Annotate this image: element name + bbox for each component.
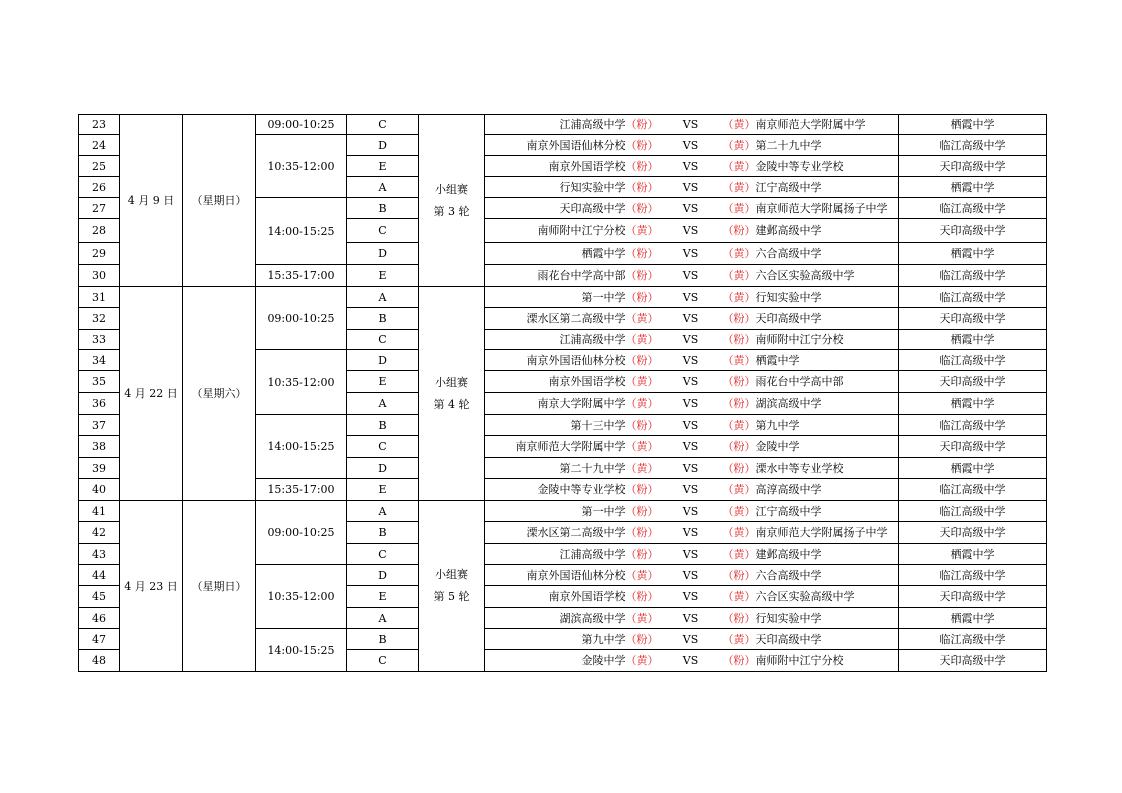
- vs-label: VS: [663, 330, 719, 350]
- vs-label: VS: [663, 544, 719, 565]
- group-letter: D: [347, 458, 419, 479]
- vs-label: VS: [663, 586, 719, 608]
- venue: 栖霞中学: [899, 608, 1047, 629]
- away-team-cell: [719, 135, 899, 156]
- vs-label: VS: [663, 415, 719, 436]
- vs-label: VS: [663, 115, 719, 135]
- match-number: 26: [79, 177, 120, 198]
- venue: 天印高级中学: [899, 436, 1047, 458]
- home-jersey-color: （黄）: [625, 375, 659, 388]
- venue: 天印高级中学: [899, 308, 1047, 330]
- match-number: 36: [79, 393, 120, 415]
- away-team-name: 行知实验中学: [755, 290, 822, 304]
- away-jersey-color: （粉）: [722, 654, 756, 667]
- match-number: 28: [79, 219, 120, 243]
- group-letter: A: [347, 287, 419, 308]
- home-team-name: 南京大学附属中学: [537, 397, 626, 410]
- match-weekday: （星期日）: [183, 115, 256, 287]
- home-team-cell: [485, 393, 663, 415]
- home-team-name: 江浦高级中学: [559, 333, 626, 346]
- away-team-cell: [719, 371, 899, 393]
- away-team-name: 雨花台中学高中部: [755, 375, 844, 388]
- vs-label: VS: [663, 393, 719, 415]
- venue: 临江高级中学: [899, 198, 1047, 219]
- away-jersey-color: （黄）: [722, 353, 756, 367]
- away-team-cell: [719, 265, 899, 287]
- away-team-cell: [719, 479, 899, 501]
- home-team-cell: [485, 415, 663, 436]
- home-jersey-color: （粉）: [625, 247, 659, 260]
- group-letter: C: [347, 544, 419, 565]
- away-jersey-color: （黄）: [722, 418, 756, 432]
- away-team-cell: [719, 415, 899, 436]
- home-jersey-color: （黄）: [625, 224, 659, 237]
- home-jersey-color: （粉）: [625, 526, 659, 539]
- match-number: 48: [79, 650, 120, 672]
- match-number: 37: [79, 415, 120, 436]
- match-date: 4 月 9 日: [120, 115, 183, 287]
- time-slot: 15:35-17:00: [256, 479, 347, 501]
- away-team-name: 第二十九中学: [755, 138, 822, 152]
- home-jersey-color: （粉）: [625, 201, 659, 215]
- match-date: 4 月 23 日: [120, 501, 183, 672]
- home-team-cell: [485, 371, 663, 393]
- vs-label: VS: [663, 308, 719, 330]
- group-letter: A: [347, 608, 419, 629]
- match-number: 44: [79, 565, 120, 586]
- away-team-cell: [719, 522, 899, 544]
- away-jersey-color: （黄）: [722, 201, 756, 215]
- away-team-name: 栖霞中学: [755, 353, 800, 367]
- home-jersey-color: （黄）: [625, 611, 659, 625]
- home-team-cell: [485, 135, 663, 156]
- venue: 临江高级中学: [899, 479, 1047, 501]
- match-number: 41: [79, 501, 120, 522]
- away-team-name: 建邺高级中学: [755, 547, 822, 561]
- home-team-cell: [485, 586, 663, 608]
- home-team-name: 南京外国语仙林分校: [526, 138, 626, 152]
- group-letter: B: [347, 415, 419, 436]
- vs-label: VS: [663, 198, 719, 219]
- home-team-name: 金陵中等专业学校: [537, 483, 626, 496]
- home-team-cell: [485, 330, 663, 350]
- group-letter: B: [347, 629, 419, 650]
- match-number: 24: [79, 135, 120, 156]
- home-team-cell: [485, 156, 663, 177]
- home-jersey-color: （粉）: [625, 547, 659, 561]
- vs-label: VS: [663, 243, 719, 265]
- home-jersey-color: （粉）: [625, 290, 659, 304]
- home-team-cell: [485, 565, 663, 586]
- away-jersey-color: （黄）: [722, 269, 756, 282]
- schedule-body: [79, 115, 1047, 672]
- vs-label: VS: [663, 436, 719, 458]
- away-team-name: 南京师范大学附属中学: [755, 118, 866, 131]
- away-team-cell: [719, 243, 899, 265]
- match-number: 29: [79, 243, 120, 265]
- group-letter: A: [347, 177, 419, 198]
- venue: 临江高级中学: [899, 287, 1047, 308]
- venue: 临江高级中学: [899, 565, 1047, 586]
- away-team-cell: [719, 608, 899, 629]
- home-team-name: 南京外国语学校: [548, 590, 626, 603]
- time-slot: 09:00-10:25: [256, 115, 347, 135]
- vs-label: VS: [663, 458, 719, 479]
- home-jersey-color: （粉）: [625, 632, 659, 646]
- home-team-cell: [485, 243, 663, 265]
- home-jersey-color: （粉）: [625, 353, 659, 367]
- match-number: 42: [79, 522, 120, 544]
- home-team-cell: [485, 219, 663, 243]
- time-slot: 10:35-12:00: [256, 350, 347, 415]
- time-slot: 10:35-12:00: [256, 135, 347, 198]
- away-jersey-color: （黄）: [722, 504, 756, 518]
- home-team-name: 南京外国语学校: [548, 159, 626, 173]
- home-team-name: 江浦高级中学: [559, 118, 626, 131]
- group-letter: B: [347, 522, 419, 544]
- away-team-cell: [719, 436, 899, 458]
- venue: 栖霞中学: [899, 544, 1047, 565]
- home-team-cell: [485, 479, 663, 501]
- home-team-name: 南京师范大学附属中学: [515, 440, 626, 453]
- match-weekday: （星期六）: [183, 287, 256, 501]
- away-team-name: 南京师范大学附属扬子中学: [755, 201, 888, 215]
- group-letter: E: [347, 371, 419, 393]
- home-team-name: 湖滨高级中学: [559, 611, 626, 625]
- away-team-cell: [719, 219, 899, 243]
- home-jersey-color: （粉）: [625, 504, 659, 518]
- group-letter: D: [347, 243, 419, 265]
- match-weekday: （星期日）: [183, 501, 256, 672]
- away-team-cell: [719, 650, 899, 672]
- round-name: 第 3 轮: [433, 204, 470, 218]
- home-team-name: 第十三中学: [570, 418, 626, 432]
- home-team-cell: [485, 501, 663, 522]
- away-team-cell: [719, 629, 899, 650]
- venue: 栖霞中学: [899, 177, 1047, 198]
- table-row: [79, 501, 1047, 522]
- time-slot: 09:00-10:25: [256, 501, 347, 565]
- match-number: 32: [79, 308, 120, 330]
- away-jersey-color: （粉）: [722, 312, 756, 325]
- vs-label: VS: [663, 287, 719, 308]
- away-team-cell: [719, 156, 899, 177]
- round-name: 第 5 轮: [433, 590, 470, 603]
- away-team-cell: [719, 330, 899, 350]
- venue: 临江高级中学: [899, 415, 1047, 436]
- match-number: 43: [79, 544, 120, 565]
- home-team-name: 金陵中学: [581, 654, 626, 667]
- home-team-name: 南京外国语仙林分校: [526, 353, 626, 367]
- away-jersey-color: （黄）: [722, 118, 756, 131]
- time-slot: 15:35-17:00: [256, 265, 347, 287]
- away-team-name: 六合高级中学: [755, 568, 822, 582]
- vs-label: VS: [663, 479, 719, 501]
- home-jersey-color: （粉）: [625, 269, 659, 282]
- venue: 天印高级中学: [899, 156, 1047, 177]
- home-team-cell: [485, 608, 663, 629]
- away-team-name: 南京师范大学附属扬子中学: [755, 526, 888, 539]
- away-team-name: 第九中学: [755, 418, 800, 432]
- away-jersey-color: （黄）: [722, 290, 756, 304]
- away-team-name: 金陵中学: [755, 440, 800, 453]
- home-jersey-color: （粉）: [625, 590, 659, 603]
- home-team-cell: [485, 265, 663, 287]
- match-number: 40: [79, 479, 120, 501]
- match-schedule-table: [78, 114, 1047, 672]
- away-team-name: 金陵中等专业学校: [755, 159, 844, 173]
- home-jersey-color: （粉）: [625, 180, 659, 194]
- match-number: 33: [79, 330, 120, 350]
- home-team-name: 第九中学: [581, 632, 626, 646]
- away-team-name: 湖滨高级中学: [755, 397, 822, 410]
- match-number: 39: [79, 458, 120, 479]
- group-letter: E: [347, 586, 419, 608]
- venue: 栖霞中学: [899, 458, 1047, 479]
- table-row: [79, 287, 1047, 308]
- match-number: 45: [79, 586, 120, 608]
- group-letter: C: [347, 436, 419, 458]
- away-team-cell: [719, 544, 899, 565]
- group-letter: C: [347, 219, 419, 243]
- away-team-name: 天印高级中学: [755, 312, 822, 325]
- home-team-cell: [485, 177, 663, 198]
- venue: 临江高级中学: [899, 629, 1047, 650]
- away-team-cell: [719, 115, 899, 135]
- away-jersey-color: （黄）: [722, 159, 756, 173]
- vs-label: VS: [663, 501, 719, 522]
- away-jersey-color: （粉）: [722, 375, 756, 388]
- away-jersey-color: （粉）: [722, 440, 756, 453]
- round-name: 第 4 轮: [433, 397, 470, 411]
- home-team-name: 江浦高级中学: [559, 547, 626, 561]
- time-slot: 10:35-12:00: [256, 565, 347, 629]
- group-letter: A: [347, 393, 419, 415]
- away-team-cell: [719, 350, 899, 371]
- home-team-name: 第二十九中学: [559, 461, 626, 475]
- away-jersey-color: （黄）: [722, 632, 756, 646]
- home-team-cell: [485, 458, 663, 479]
- group-letter: D: [347, 135, 419, 156]
- home-team-cell: [485, 629, 663, 650]
- venue: 天印高级中学: [899, 586, 1047, 608]
- time-slot: 14:00-15:25: [256, 415, 347, 479]
- vs-label: VS: [663, 135, 719, 156]
- group-letter: E: [347, 479, 419, 501]
- away-jersey-color: （粉）: [722, 224, 756, 237]
- away-team-cell: [719, 287, 899, 308]
- away-team-cell: [719, 393, 899, 415]
- group-letter: B: [347, 198, 419, 219]
- away-team-cell: [719, 501, 899, 522]
- away-team-name: 高淳高级中学: [755, 483, 822, 496]
- vs-label: VS: [663, 650, 719, 672]
- home-team-cell: [485, 522, 663, 544]
- away-team-name: 建邺高级中学: [755, 224, 822, 237]
- away-team-name: 六合区实验高级中学: [755, 269, 855, 282]
- away-jersey-color: （粉）: [722, 461, 756, 475]
- venue: 天印高级中学: [899, 219, 1047, 243]
- vs-label: VS: [663, 608, 719, 629]
- away-team-cell: [719, 177, 899, 198]
- venue: 天印高级中学: [899, 650, 1047, 672]
- match-number: 31: [79, 287, 120, 308]
- away-jersey-color: （粉）: [722, 333, 756, 346]
- away-jersey-color: （黄）: [722, 483, 756, 496]
- group-letter: D: [347, 565, 419, 586]
- home-team-name: 第一中学: [581, 290, 626, 304]
- away-team-name: 六合区实验高级中学: [755, 590, 855, 603]
- venue: 天印高级中学: [899, 522, 1047, 544]
- group-letter: C: [347, 115, 419, 135]
- home-team-cell: [485, 287, 663, 308]
- vs-label: VS: [663, 522, 719, 544]
- vs-label: VS: [663, 350, 719, 371]
- match-number: 38: [79, 436, 120, 458]
- away-jersey-color: （黄）: [722, 547, 756, 561]
- venue: 栖霞中学: [899, 393, 1047, 415]
- away-team-cell: [719, 458, 899, 479]
- stage-name: 小组赛: [435, 375, 468, 389]
- stage-name: 小组赛: [435, 568, 468, 581]
- group-letter: D: [347, 350, 419, 371]
- home-team-name: 雨花台中学高中部: [537, 269, 626, 282]
- venue: 临江高级中学: [899, 350, 1047, 371]
- group-letter: E: [347, 156, 419, 177]
- home-team-cell: [485, 650, 663, 672]
- match-number: 27: [79, 198, 120, 219]
- vs-label: VS: [663, 265, 719, 287]
- away-team-name: 行知实验中学: [755, 611, 822, 625]
- stage-round: [419, 287, 485, 501]
- group-letter: C: [347, 650, 419, 672]
- away-team-cell: [719, 198, 899, 219]
- time-slot: 14:00-15:25: [256, 629, 347, 672]
- home-team-cell: [485, 350, 663, 371]
- home-jersey-color: （黄）: [625, 461, 659, 475]
- home-team-cell: [485, 198, 663, 219]
- away-jersey-color: （黄）: [722, 138, 756, 152]
- away-team-cell: [719, 565, 899, 586]
- home-team-name: 天印高级中学: [559, 201, 626, 215]
- venue: 临江高级中学: [899, 135, 1047, 156]
- away-jersey-color: （黄）: [722, 180, 756, 194]
- home-team-name: 第一中学: [581, 504, 626, 518]
- match-number: 46: [79, 608, 120, 629]
- match-number: 25: [79, 156, 120, 177]
- match-date: 4 月 22 日: [120, 287, 183, 501]
- home-team-name: 溧水区第二高级中学: [526, 312, 626, 325]
- away-team-name: 溧水中等专业学校: [755, 461, 844, 475]
- group-letter: C: [347, 330, 419, 350]
- away-team-name: 南师附中江宁分校: [755, 333, 844, 346]
- match-number: 35: [79, 371, 120, 393]
- venue: 栖霞中学: [899, 115, 1047, 135]
- away-team-cell: [719, 308, 899, 330]
- table-row: [79, 115, 1047, 135]
- vs-label: VS: [663, 177, 719, 198]
- away-team-name: 天印高级中学: [755, 632, 822, 646]
- home-team-cell: [485, 308, 663, 330]
- match-number: 47: [79, 629, 120, 650]
- home-team-name: 溧水区第二高级中学: [526, 526, 626, 539]
- time-slot: 09:00-10:25: [256, 287, 347, 350]
- away-jersey-color: （粉）: [722, 611, 756, 625]
- match-number: 34: [79, 350, 120, 371]
- vs-label: VS: [663, 565, 719, 586]
- vs-label: VS: [663, 156, 719, 177]
- home-team-cell: [485, 436, 663, 458]
- home-jersey-color: （黄）: [625, 440, 659, 453]
- home-jersey-color: （黄）: [625, 654, 659, 667]
- home-jersey-color: （黄）: [625, 312, 659, 325]
- away-jersey-color: （黄）: [722, 590, 756, 603]
- vs-label: VS: [663, 371, 719, 393]
- group-letter: A: [347, 501, 419, 522]
- venue: 天印高级中学: [899, 371, 1047, 393]
- away-jersey-color: （黄）: [722, 247, 756, 260]
- group-letter: B: [347, 308, 419, 330]
- home-jersey-color: （黄）: [625, 397, 659, 410]
- venue: 临江高级中学: [899, 501, 1047, 522]
- stage-name: 小组赛: [435, 182, 468, 196]
- match-number: 30: [79, 265, 120, 287]
- vs-label: VS: [663, 219, 719, 243]
- away-jersey-color: （粉）: [722, 397, 756, 410]
- away-team-name: 六合高级中学: [755, 247, 822, 260]
- home-team-name: 栖霞中学: [581, 247, 626, 260]
- home-jersey-color: （黄）: [625, 568, 659, 582]
- away-team-name: 江宁高级中学: [755, 180, 822, 194]
- venue: 临江高级中学: [899, 265, 1047, 287]
- home-jersey-color: （粉）: [625, 483, 659, 496]
- home-jersey-color: （粉）: [625, 118, 659, 131]
- away-jersey-color: （粉）: [722, 568, 756, 582]
- home-team-cell: [485, 115, 663, 135]
- home-jersey-color: （黄）: [625, 333, 659, 346]
- vs-label: VS: [663, 629, 719, 650]
- home-team-cell: [485, 544, 663, 565]
- home-team-name: 南京外国语学校: [548, 375, 626, 388]
- away-jersey-color: （黄）: [722, 526, 756, 539]
- away-team-name: 南师附中江宁分校: [755, 654, 844, 667]
- venue: 栖霞中学: [899, 330, 1047, 350]
- home-jersey-color: （粉）: [625, 138, 659, 152]
- away-team-name: 江宁高级中学: [755, 504, 822, 518]
- home-team-name: 南师附中江宁分校: [537, 224, 626, 237]
- home-jersey-color: （粉）: [625, 418, 659, 432]
- match-number: 23: [79, 115, 120, 135]
- venue: 栖霞中学: [899, 243, 1047, 265]
- group-letter: E: [347, 265, 419, 287]
- home-team-name: 南京外国语仙林分校: [526, 568, 626, 582]
- stage-round: [419, 115, 485, 287]
- stage-round: [419, 501, 485, 672]
- home-jersey-color: （粉）: [625, 159, 659, 173]
- time-slot: 14:00-15:25: [256, 198, 347, 265]
- away-team-cell: [719, 586, 899, 608]
- home-team-name: 行知实验中学: [559, 180, 626, 194]
